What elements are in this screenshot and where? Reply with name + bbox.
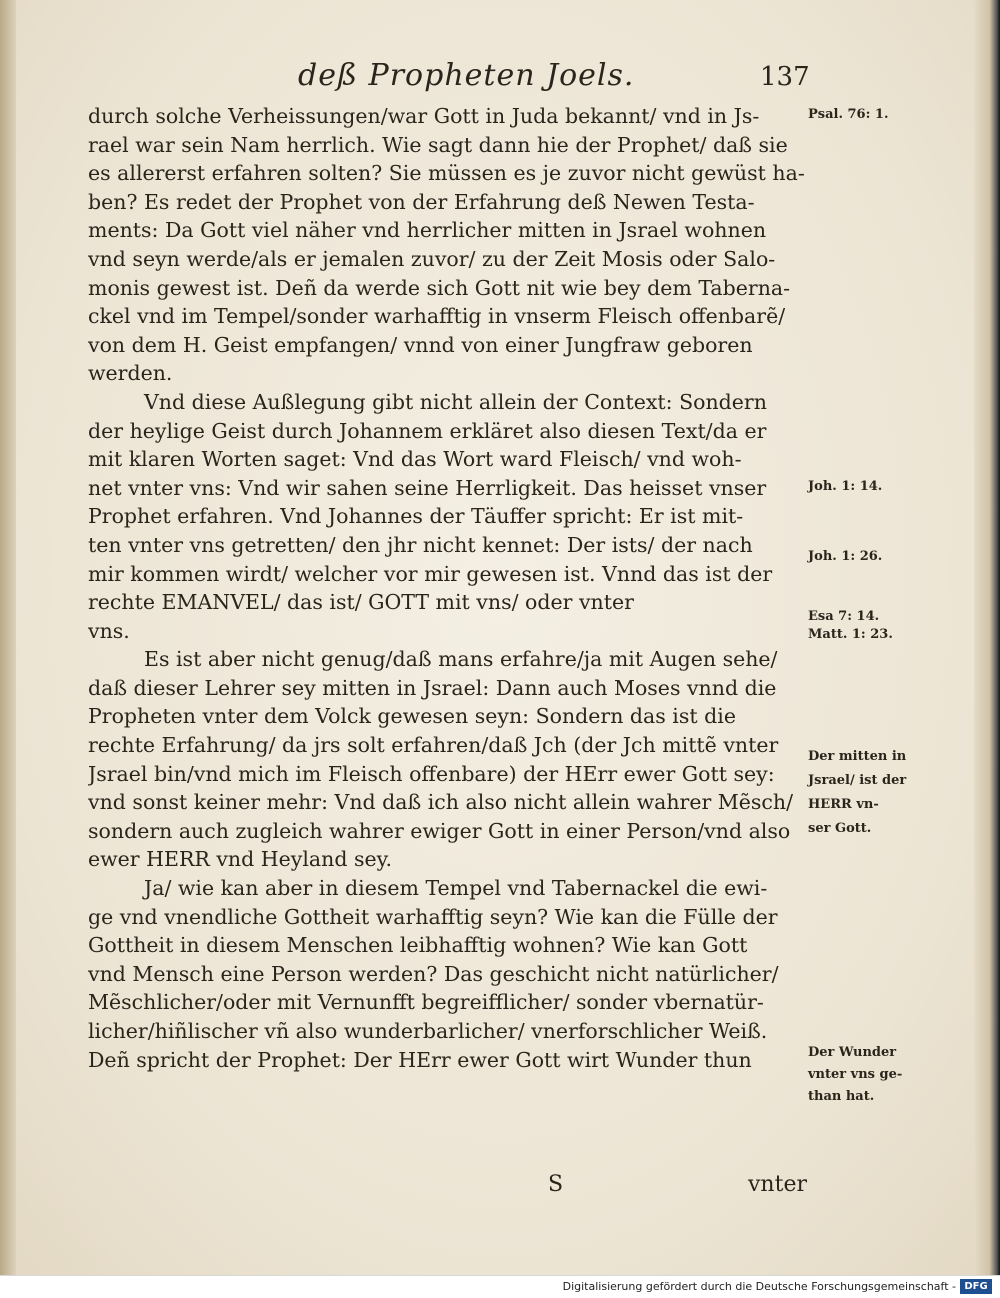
text-line: Mẽschlicher/oder mit Vernunfft begreifflicher/ sonder vbernatür- <box>88 990 764 1015</box>
margin-note: Matt. 1: 23. <box>808 627 893 642</box>
text-line: rael war sein Nam herrlich. Wie sagt dann hie der Prophet/ daß sie <box>88 132 788 157</box>
running-head: deß Propheten Joels. <box>298 58 635 93</box>
page-edge-right <box>974 0 1000 1275</box>
page-header <box>0 58 1000 102</box>
text-line: ewer HERR vnd Heyland sey. <box>88 847 393 872</box>
margin-note: than hat. <box>808 1089 875 1104</box>
paragraph <box>88 388 814 645</box>
text-line: vnd seyn werde/als er jemalen zuvor/ zu der Zeit Mosis oder Salo- <box>88 246 776 271</box>
signature-mark: S <box>548 1172 564 1197</box>
paragraph <box>88 102 814 388</box>
text-line: licher/hiñlischer vñ also wunderbarlicher/ vnerforschlicher Weiß. <box>88 1019 768 1043</box>
text-line: von dem H. Geist empfangen/ vnnd von einer Jungfraw geboren <box>88 332 753 357</box>
text-line: sondern auch zugleich wahrer ewiger Gott in einer Person/vnd also <box>88 818 791 843</box>
text-line: monis gewest ist. Deñ da werde sich Gott nit wie bey dem Taberna- <box>88 275 791 300</box>
paragraph <box>88 874 814 1074</box>
text-line: ge vnd vnendliche Gottheit warhafftig seyn? Wie kan die Fülle der <box>88 904 778 929</box>
body-text <box>88 102 814 1074</box>
text-line: rechte EMANVEL/ das ist/ GOTT mit vns/ oder vnter <box>88 590 634 615</box>
text-line: mir kommen wirdt/ welcher vor mir gewesen ist. Vnnd das ist der <box>88 561 773 586</box>
text-line: durch solche Verheissungen/war Gott in Juda bekannt/ vnd in Js- <box>88 104 760 128</box>
text-line: ments: Da Gott viel näher vnd herrlicher mitten in Jsrael wohnen <box>88 218 767 243</box>
footer-credit: Digitalisierung gefördert durch die Deutsche Forschungsgemeinschaft - <box>562 1280 956 1293</box>
text-line: net vnter vns: Vnd wir sahen seine Herrligkeit. Das heisset vnser <box>88 475 767 500</box>
text-line: daß dieser Lehrer sey mitten in Jsrael: Dann auch Moses vnnd die <box>88 675 777 700</box>
text-line: ben? Es redet der Prophet von der Erfahrung deß Newen Testa- <box>88 189 755 214</box>
catchword: vnter <box>748 1172 807 1197</box>
text-line: es allererst erfahren solten? Sie müssen es je zuvor nicht gewüst ha- <box>88 161 805 186</box>
text-line: Prophet erfahren. Vnd Johannes der Täuffer spricht: Er ist mit- <box>88 504 744 529</box>
margin-note: Jsrael/ ist der <box>808 773 907 788</box>
page-edge-left <box>0 0 16 1275</box>
margin-note: Esa 7: 14. <box>808 609 880 624</box>
text-line: ckel vnd im Tempel/sonder warhafftig in vnserm Fleisch offenbarẽ/ <box>88 304 786 329</box>
text-line: Jsrael bin/vnd mich im Fleisch offenbare) der HErr ewer Gott sey: <box>88 761 775 786</box>
text-line: mit klaren Worten saget: Vnd das Wort ward Fleisch/ vnd woh- <box>88 447 742 472</box>
margin-note: Psal. 76: 1. <box>808 107 889 122</box>
text-line: Es ist aber nicht genug/daß mans erfahre/ja mit Augen sehe/ <box>144 647 778 672</box>
margin-note: ser Gott. <box>808 821 872 836</box>
margin-note: vnter vns ge- <box>808 1067 903 1082</box>
footer-bar <box>0 1275 1000 1298</box>
text-line: vns. <box>88 618 130 643</box>
dfg-logo[interactable]: DFG <box>960 1279 992 1294</box>
text-line: vnd sonst keiner mehr: Vnd daß ich also nicht allein wahrer Mẽsch/ <box>88 790 794 815</box>
margin-note: HERR vn- <box>808 797 879 812</box>
margin-note: Der mitten in <box>808 749 907 764</box>
paragraph <box>88 645 814 874</box>
text-line: ten vnter vns getretten/ den jhr nicht kennet: Der ists/ der nach <box>88 532 753 557</box>
margin-note: Der Wunder <box>808 1045 897 1060</box>
margin-note: Joh. 1: 14. <box>808 479 883 494</box>
text-line: Ja/ wie kan aber in diesem Tempel vnd Tabernackel die ewi- <box>144 876 768 901</box>
text-line: Deñ spricht der Prophet: Der HErr ewer Gott wirt Wunder thun <box>88 1047 752 1072</box>
text-line: der heylige Geist durch Johannem erkläret also diesen Text/da er <box>88 418 767 443</box>
page-number: 137 <box>760 62 810 92</box>
text-line: Propheten vnter dem Volck gewesen seyn: Sondern das ist die <box>88 704 736 729</box>
text-line: rechte Erfahrung/ da jrs solt erfahren/daß Jch (der Jch mittẽ vnter <box>88 733 779 758</box>
text-line: Gottheit in diesem Menschen leibhafftig wohnen? Wie kan Gott <box>88 933 748 958</box>
text-line: Vnd diese Außlegung gibt nicht allein der Context: Sondern <box>144 389 767 414</box>
text-line: vnd Mensch eine Person werden? Das geschicht nicht natürlicher/ <box>88 961 779 986</box>
margin-note: Joh. 1: 26. <box>808 549 883 564</box>
text-line: werden. <box>88 361 173 386</box>
